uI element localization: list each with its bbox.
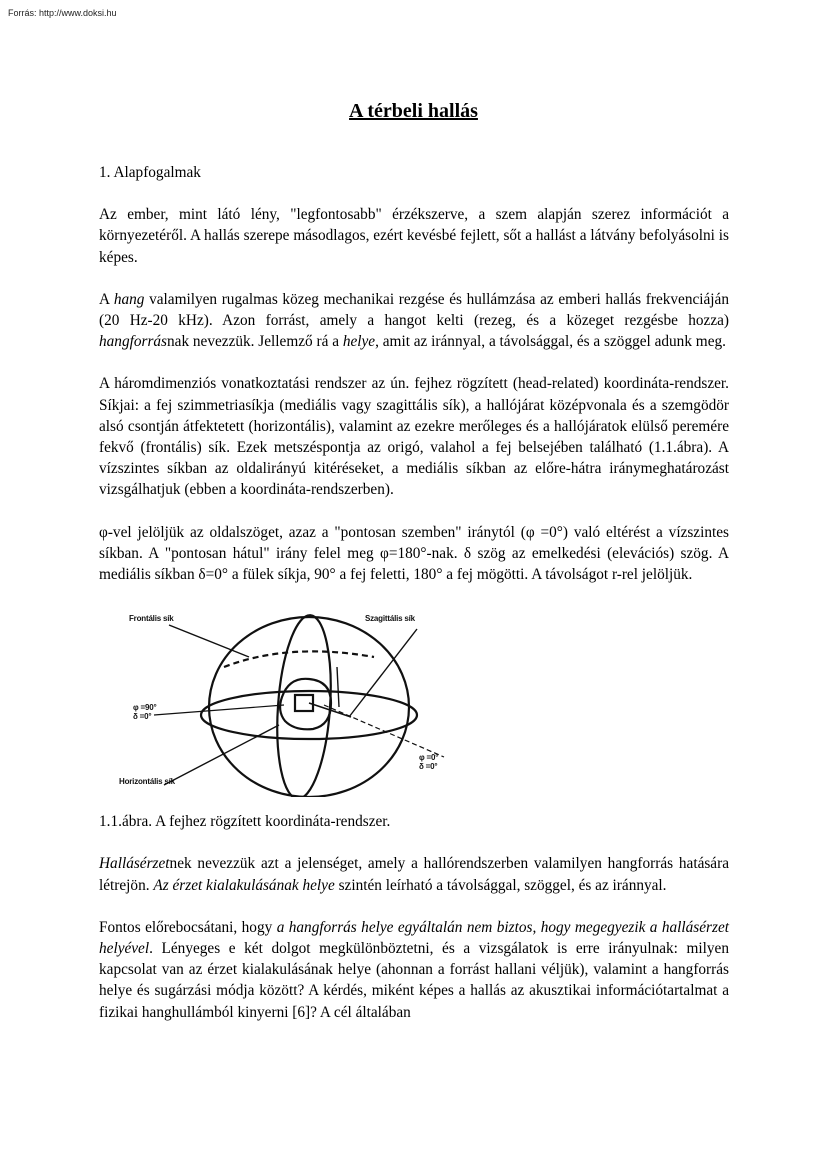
paragraph-5: Hallásérzetnek nevezzük azt a jelenséget, amely a hallórendszerben valamilyen hangforrás hatására létrejön. Az érzet kialakulásának helye szintén leírható a távolsággal, szöggel, és az iránnyal. — [99, 855, 729, 894]
paragraph-2: A hang valamilyen rugalmas közeg mechanikai rezgése és hullámzása az emberi hallás frekvenciáján (20 Hz-20 kHz). Azon forrást, amely a hangot kelti (rezeg, és a közeget rezgésbe hozza) hangforrásnak nevezzük. Jellemző rá a helye, amit az iránnyal, a távolsággal, és a szöggel adunk meg. — [99, 290, 729, 351]
term-helye: helye — [342, 333, 376, 351]
figure-caption: 1.1.ábra. A fejhez rögzített koordináta-rendszer. — [99, 813, 391, 831]
paragraph-4: φ-vel jelöljük az oldalszöget, azaz a "pontosan szemben" iránytól (φ =0°) való eltérést a vízszintes síkban. A "pontosan hátul" irány felel meg φ=180°-nak. δ szög az emelkedési (elevációs) szög. A mediális síkban δ=0° a fülek síkja, 90° a fej feletti, 180° a fej mögötti. A távolságot r-rel jelöljük. — [99, 523, 729, 584]
paragraph-3: A háromdimenziós vonatkoztatási rendszer az ún. fejhez rögzített (head-related) koordináta-rendszer. Síkjai: a fej szimmetriasíkja (mediális vagy szagittális sík), a hallójárat középvonala és a szemgödör alsó csontján átfektetett (horizontális), valamint az ezekre merőleges és a hallójáratok elülső peremére fekvő (frontális) sík. Ezek metszéspontja az origó, valahol a fej belsejében található (1.1.ábra). A vízszintes síkban az oldalirányú kitéréseket, a mediális síkban az előre-hátra iránymeghatározást vizsgálhatjuk (ebben a koordináta-rendszerben). — [99, 375, 729, 499]
paragraph-6: Fontos előrebocsátani, hogy a hangforrás helye egyáltalán nem biztos, hogy megegyezik a hallásérzet helyével. Lényeges e két dolgot megkülönböztetni, és a vizsgálatok is erre irányulnak: milyen kapcsolat van az érzet kialakulásának helye (ahonnan a forrást hallani véljük), valamint a hangforrás helye és sugárzási módja között? A kérdés, miként képes a hallás az akusztikai információtartalmat a fizikai hanghullámból kinyerni [6]? A cél általában — [99, 918, 729, 1021]
head-sphere-diagram — [99, 607, 459, 797]
label-szagittalis-sik: Szagittális sík — [365, 614, 415, 624]
label-frontalis-sik: Frontális sík — [129, 614, 174, 624]
label-horizontalis-sik: Horizontális sík — [119, 777, 175, 787]
sphere-outline — [209, 617, 409, 797]
coordinate-system-figure — [99, 607, 729, 797]
frontal-plane-arc — [224, 652, 374, 668]
label-left-angles: φ =90° δ =0° — [133, 703, 157, 722]
term-hangforras: hangforrás — [99, 333, 167, 351]
head-outline — [280, 679, 331, 730]
paragraph-1: Az ember, mint látó lény, "legfontosabb" érzékszerve, a szem alapján szerez információt a környezetéről. A hallás szerepe másodlagos, ezért kevésbé fejlett, sőt a hallást a látvány befolyásolni is képes. — [99, 206, 729, 266]
section-heading: 1. Alapfogalmak — [99, 164, 201, 181]
term-hallaserzet: Hallásérzet — [99, 855, 170, 873]
source-header: Forrás: http://www.doksi.hu — [8, 8, 117, 18]
term-hang: hang — [113, 290, 145, 308]
emphasis-hangforras-helye: a hangforrás helye egyáltalán nem biztos, hogy megegyezik a hallásérzet helyével — [99, 918, 729, 958]
label-right-angles: φ =0° δ =0° — [419, 753, 439, 772]
document-body — [99, 162, 729, 1023]
term-erzet-helye: Az érzet kialakulásának helye — [153, 876, 335, 894]
page-title: A térbeli hallás — [349, 100, 478, 122]
